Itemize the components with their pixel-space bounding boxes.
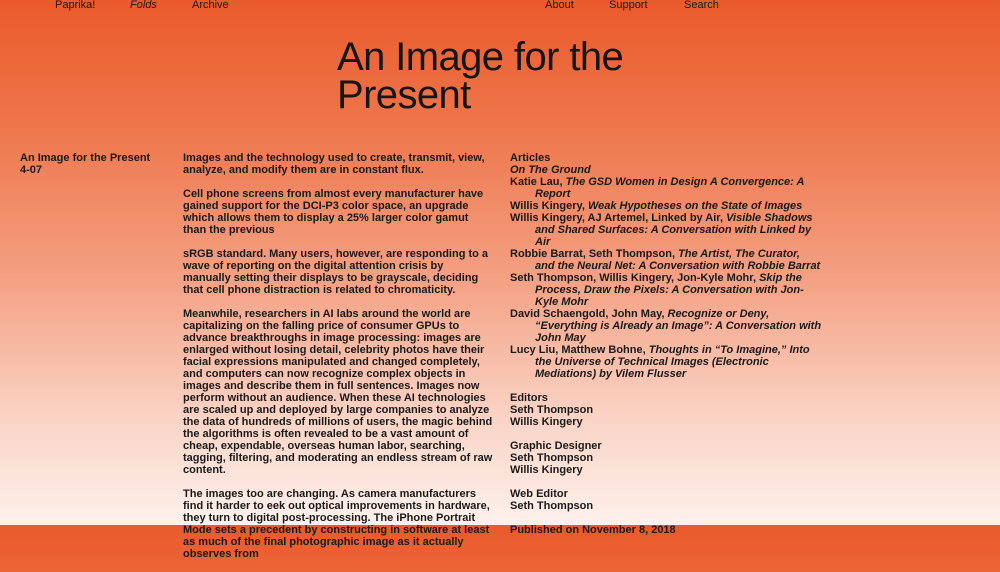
issue-title: An Image for the Present <box>20 152 151 164</box>
top-nav <box>0 0 1000 12</box>
nav-link-about[interactable]: About <box>545 0 574 11</box>
nav-link-archive[interactable]: Archive <box>192 0 229 11</box>
essay-paragraph: sRGB standard. Many users, however, are responding to a wave of reporting on the digital attention crisis by manually setting their displays to be grayscale, deciding that cell phone distraction is related to chromaticity. <box>183 248 489 296</box>
issue-number: 4-07 <box>20 164 43 176</box>
articles-heading: Articles <box>510 152 551 164</box>
issue-contents <box>510 152 822 536</box>
article-title: The Artist, The Curator, and the Neural Net: A Conversation with Robbie Barrat <box>535 248 821 272</box>
graphic-designer-heading: Graphic Designer <box>510 440 602 452</box>
editor-name: Willis Kingery <box>510 416 583 428</box>
article-link[interactable] <box>510 212 822 248</box>
article-title: Recognize or Deny, “Everything is Already an Image”: A Conversation with John May <box>535 308 822 344</box>
article-authors: Willis Kingery, <box>510 200 588 212</box>
page-title: An Image for the Present <box>337 35 624 117</box>
article-authors: Seth Thompson, Willis Kingery, Jon-Kyle Mohr, <box>510 272 760 284</box>
articles-subheading: On The Ground <box>510 164 591 176</box>
web-editor-name: Seth Thompson <box>510 500 594 512</box>
article-link[interactable] <box>510 200 822 212</box>
issue-sidebar <box>20 152 170 176</box>
article-link[interactable] <box>510 176 822 200</box>
graphic-designer-name: Seth Thompson <box>510 452 594 464</box>
article-title: Skip the Process, Draw the Pixels: A Conversation with Jon-Kyle Mohr <box>535 272 804 308</box>
nav-link-folds[interactable]: Folds <box>130 0 157 11</box>
essay-paragraph: Meanwhile, researchers in AI labs around the world are capitalizing on the falling price of consumer GPUs to advance breakthroughs in image processing: images are enlarged without losing detail, celebrity photos have their facial expressions manipulated and changed completely, and computers can now recognize complex objects in images and describe them in full sentences. Images now perform without an audience. When these AI technologies are scaled up and deployed by large companies to analyze the data of hundreds of millions of users, the magic behind the algorithms is often revealed to be a vast amount of cheap, expendable, overseas human labor, searching, tagging, filtering, and moderating an endless stream of raw content. <box>183 308 493 476</box>
editors-heading: Editors <box>510 392 548 404</box>
web-editor-heading: Web Editor <box>510 488 568 500</box>
article-title: The GSD Women in Design A Convergence: A Report <box>535 176 804 200</box>
article-title: Thoughts in “To Imagine,” Into the Universe of Technical Images (Electronic Mediations) by Vilem Flusser <box>535 344 810 380</box>
article-authors: Willis Kingery, AJ Artemel, Linked by Air, <box>510 212 727 224</box>
essay-paragraph: Cell phone screens from almost every manufacturer have gained support for the DCI-P3 color space, an upgrade which allows them to display a 25% larger color gamut than the previous <box>183 188 484 236</box>
published-date: Published on November 8, 2018 <box>510 524 676 536</box>
essay-paragraph: Images and the technology used to create, transmit, view, analyze, and modify them are in constant flux. <box>183 152 485 176</box>
essay-body <box>183 152 493 572</box>
article-link[interactable] <box>510 344 822 380</box>
article-link[interactable] <box>510 308 822 344</box>
nav-link-support[interactable]: Support <box>609 0 648 11</box>
article-authors: Katie Lau, <box>510 176 566 188</box>
article-title: Visible Shadows and Shared Surfaces: A Conversation with Linked by Air <box>535 212 813 248</box>
graphic-designer-name: Willis Kingery <box>510 464 583 476</box>
article-authors: Robbie Barrat, Seth Thompson, <box>510 248 679 260</box>
nav-link-paprika[interactable]: Paprika! <box>55 0 96 11</box>
article-link[interactable] <box>510 272 822 308</box>
article-link[interactable] <box>510 248 822 272</box>
article-authors: David Schaengold, John May, <box>510 308 668 320</box>
nav-link-search[interactable]: Search <box>684 0 719 11</box>
article-authors: Lucy Liu, Matthew Bohne, <box>510 344 649 356</box>
editor-name: Seth Thompson <box>510 404 594 416</box>
article-title: Weak Hypotheses on the State of Images <box>587 200 803 212</box>
essay-paragraph: The images too are changing. As camera manufacturers find it harder to eek out optical improvements in hardware, they turn to digital post-processing. The iPhone Portrait Mode sets a precedent by constructing in software at least as much of the final photographic image as it actually observes from <box>183 488 490 560</box>
